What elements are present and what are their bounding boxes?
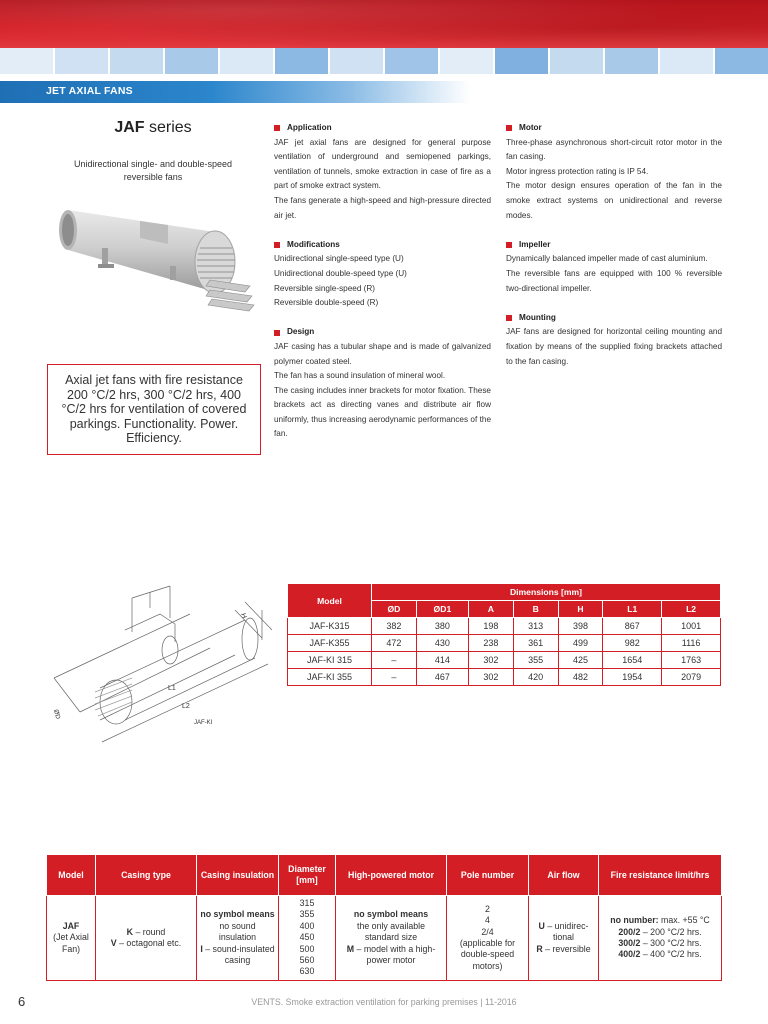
footer-text: VENTS. Smoke extraction ventilation for parking premises | 11-2016 [251,997,517,1007]
impeller-section [506,238,722,296]
section-label: JET AXIAL FANS [46,85,133,97]
code-header-motor: High-powered motor [336,855,447,896]
insulation-code: I [200,943,203,954]
pole-cell [447,896,529,981]
series-title [46,119,260,137]
table-cell: 1654 [603,652,662,669]
dim-header-model: Model [288,584,372,618]
diameter-dimension-label: ØD [52,708,62,720]
drawing-caption: JAF-KI [194,720,213,726]
table-cell: 2079 [662,669,721,686]
code-header-casing: Casing type [96,855,197,896]
table-cell: – [372,652,417,669]
table-cell: 1763 [662,652,721,669]
airflow-cell [529,896,599,981]
header-tile [660,48,713,74]
dim-col-header: L1 [603,601,662,618]
motor-text: – model with a high-power motor [354,943,436,966]
bullet-square-icon [274,125,280,131]
bullet-square-icon [274,242,280,248]
table-cell: – [372,669,417,686]
airflow-text: – unidirec-tional [544,920,589,943]
pole-value: 2 [485,903,490,914]
dim-col-header: L2 [662,601,721,618]
motor-text-2: Motor ingress protection rating is IP 54. [506,166,649,176]
bullet-square-icon [506,315,512,321]
dim-col-header: H [558,601,603,618]
header-tile [385,48,438,74]
l1-dimension-label: L1 [168,685,176,692]
insulation-text: no sound insulation [218,920,257,943]
diameter-value: 355 [299,909,315,920]
table-cell: 302 [468,652,513,669]
table-cell: 467 [416,669,468,686]
table-cell: 430 [416,635,468,652]
modifications-title: Modifications [287,239,340,249]
table-cell: 982 [603,635,662,652]
code-header-diameter: Diameter [mm] [279,855,336,896]
impeller-text: Dynamically balanced impeller made of cast aluminium. [506,254,708,264]
table-cell: 313 [513,618,558,635]
table-cell: 1116 [662,635,721,652]
motor-text: the only available standard size [357,920,425,943]
diameter-value: 450 [299,932,315,943]
header-banner [0,0,768,48]
pole-note: (applicable for double-speed motors) [459,937,516,971]
l2-dimension-label: L2 [182,703,190,710]
airflow-text: – reversible [542,943,591,954]
motor-text-3: The motor design ensures operation of the fan in the smoke extract systems on unidirectional and reverse modes. [506,181,722,220]
table-cell: 414 [416,652,468,669]
casing-text: – octagonal etc. [116,937,182,948]
modification-item: Unidirectional single-speed type (U) [274,254,404,264]
insulation-code: no symbol means [200,909,275,920]
bullet-square-icon [506,242,512,248]
modification-item: Reversible double-speed (R) [274,298,379,308]
table-cell: 1954 [603,669,662,686]
header-tile [330,48,383,74]
header-tile [495,48,548,74]
diameter-value: 400 [299,920,315,931]
table-cell: 425 [558,652,603,669]
motor-title: Motor [519,123,542,132]
model-cell [47,896,96,981]
dim-header-group: Dimensions [mm] [372,584,721,601]
header-tile [220,48,273,74]
fire-text: – 200 °C/2 hrs. [640,926,702,937]
modifications-section [274,238,491,311]
header-tile [440,48,493,74]
dim-col-header: B [513,601,558,618]
modification-item: Reversible single-speed (R) [274,283,376,293]
table-row [288,635,721,652]
airflow-code: R [536,943,543,954]
header-tile [110,48,163,74]
application-text: JAF jet axial fans are designed for general purpose ventilation of underground and semiopened parkings, ventilation of tunnels, smoke extraction in case of fire as a part of smoke extract system. [274,137,491,191]
diameter-value: 630 [299,966,315,977]
table-row [288,618,721,635]
table-cell: JAF-KI 355 [288,669,372,686]
bullet-square-icon [274,330,280,336]
fire-text: – 400 °C/2 hrs. [640,949,702,960]
table-cell: 198 [468,618,513,635]
motor-section [506,121,722,223]
header-tile [0,48,53,74]
table-cell: 302 [468,669,513,686]
application-title: Application [287,123,332,132]
table-cell: 355 [513,652,558,669]
dimension-drawing [40,580,280,750]
table-cell: 361 [513,635,558,652]
code-header-pole: Pole number [447,855,529,896]
impeller-title: Impeller [519,239,551,249]
casing-code: V [110,937,117,948]
table-cell: 472 [372,635,417,652]
table-cell: 482 [558,669,603,686]
series-subtitle: Unidirectional single- and double-speed reversible fans [73,159,233,182]
application-text-2: The fans generate a high-speed and high-pressure directed air jet. [274,195,491,220]
fire-code: 300/2 [618,937,641,948]
mounting-text: JAF fans are designed for horizontal ceiling mounting and fixation by means of the supplied fixing brackets attached to the fan casing. [506,327,722,366]
right-column [506,121,722,369]
middle-column [274,121,491,442]
insulation-cell [197,896,279,981]
casing-code: K [126,926,134,937]
motor-code: M [346,943,355,954]
design-text-2: The fan has a sound insulation of mineral wool. [274,371,446,381]
diameter-value: 560 [299,955,315,966]
series-suffix: series [149,119,192,136]
h-dimension-label: H [239,612,248,620]
design-text-3: The casing includes inner brackets for motor fixation. These brackets act as directing vanes and distribute air flow uniformly, thus increasing aerodynamic performances of the fan. [274,385,491,439]
designation-key-table [46,854,722,981]
dimensions-table [287,583,721,686]
airflow-code: U [538,920,545,931]
header-tile [55,48,108,74]
modification-item: Unidirectional double-speed type (U) [274,268,407,278]
highlight-box: Axial jet fans with fire resistance 200 °C/2 hrs, 300 °C/2 hrs, 400 °C/2 hrs for ventilation of covered parkings. Functionality. Power. Efficiency. [47,364,261,455]
header-tile [550,48,603,74]
casing-text: – round [133,926,166,937]
impeller-text-2: The reversible fans are equipped with 100 % reversible two-directional impeller. [506,268,722,293]
fire-code: 200/2 [618,926,641,937]
table-row [288,669,721,686]
motor-text: Three-phase asynchronous short-circuit rotor motor in the fan casing. [506,137,722,162]
code-header-model: Model [47,855,96,896]
mounting-section [506,311,722,369]
section-header-bar [0,81,470,103]
table-cell: 420 [513,669,558,686]
design-title: Design [287,327,315,337]
bullet-square-icon [506,125,512,131]
code-header-airflow: Air flow [529,855,599,896]
series-name: JAF [114,119,145,136]
dim-col-header: ØD1 [416,601,468,618]
table-cell: 380 [416,618,468,635]
diameter-value: 315 [299,898,315,908]
casing-cell [96,896,197,981]
diameter-value: 500 [299,943,315,954]
pole-value: 2/4 [481,926,494,937]
table-cell: JAF-K355 [288,635,372,652]
header-tile [275,48,328,74]
header-tile [605,48,658,74]
mounting-title: Mounting [519,312,556,322]
diameter-cell [279,896,336,981]
application-section [274,121,491,223]
table-cell: 398 [558,618,603,635]
fire-text: max. +55 °C [658,915,710,926]
table-cell: 382 [372,618,417,635]
model-desc: (Jet Axial Fan) [53,932,89,954]
table-row [47,896,722,981]
page-number: 6 [18,994,26,1009]
fire-text: – 300 °C/2 hrs. [640,937,702,948]
header-tile [715,48,768,74]
code-header-insulation: Casing insulation [197,855,279,896]
table-cell: JAF-KI 315 [288,652,372,669]
motor-cell [336,896,447,981]
fire-cell [599,896,722,981]
code-header-fire: Fire resistance limit/hrs [599,855,722,896]
table-cell: 238 [468,635,513,652]
table-cell: JAF-K315 [288,618,372,635]
motor-code: no symbol means [353,909,429,920]
table-cell: 867 [603,618,662,635]
dim-col-header: A [468,601,513,618]
table-cell: 1001 [662,618,721,635]
design-section [274,325,491,442]
fire-code: no number: [610,915,659,926]
header-tile [165,48,218,74]
table-cell: 499 [558,635,603,652]
pole-value: 4 [485,915,490,926]
header-tile-strip [0,48,768,74]
insulation-text: – sound-insulated casing [202,943,275,966]
design-text: JAF casing has a tubular shape and is made of galvanized polymer coated steel. [274,341,491,366]
dim-col-header: ØD [372,601,417,618]
fire-code: 400/2 [618,949,641,960]
model-code: JAF [62,920,80,931]
fan-product-photo [50,200,260,315]
table-row [288,652,721,669]
